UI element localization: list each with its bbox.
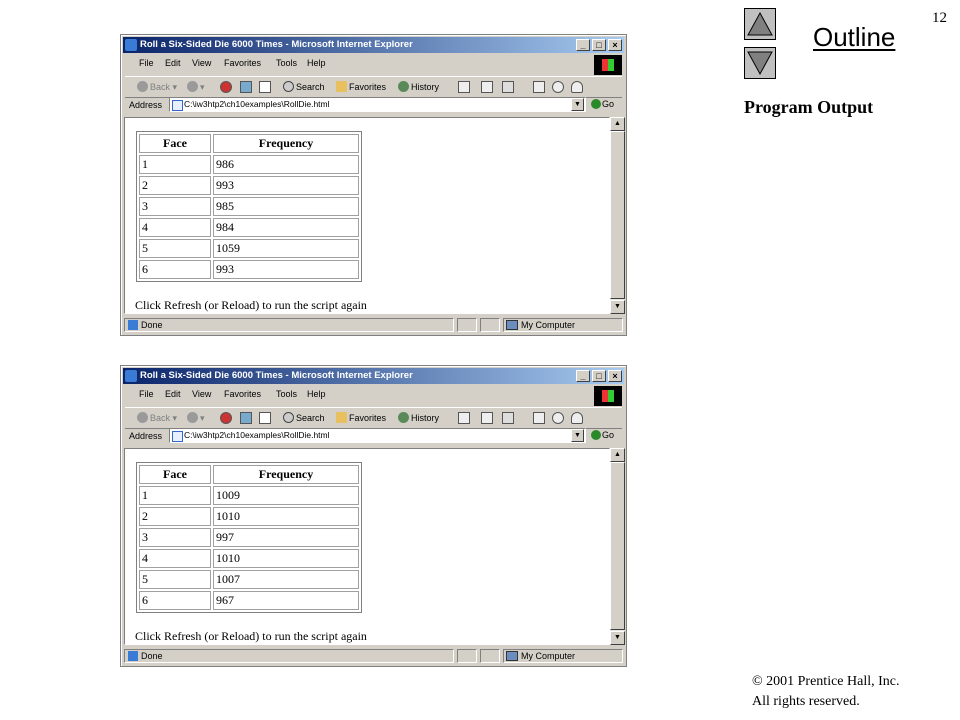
menu-bar — [125, 386, 622, 404]
back-button[interactable]: Back ▾ — [137, 81, 177, 93]
status-pane-3 — [480, 649, 500, 663]
status-zone: My Computer — [506, 320, 575, 330]
address-input[interactable] — [169, 97, 586, 112]
user-icon[interactable] — [571, 412, 583, 424]
triangle-up-icon — [745, 9, 775, 39]
go-arrow-icon — [591, 99, 601, 109]
home-icon[interactable] — [259, 412, 271, 424]
windows-logo-icon — [594, 55, 622, 75]
menu-view[interactable]: View — [192, 58, 212, 68]
frequency-cell: 967 — [213, 591, 359, 610]
refresh-message: Click Refresh (or Reload) to run the script again — [135, 298, 367, 312]
title-bar[interactable] — [123, 368, 624, 384]
page-done-icon — [128, 651, 138, 661]
menu-tools[interactable]: Tools — [276, 58, 298, 68]
history-icon — [398, 412, 409, 423]
status-done: Done — [128, 651, 163, 661]
messenger-icon[interactable] — [552, 412, 564, 424]
maximize-button[interactable]: □ — [592, 39, 606, 51]
menu-bar — [125, 55, 622, 73]
go-button[interactable]: Go — [591, 430, 614, 440]
my-computer-icon — [506, 651, 518, 661]
edit-word-icon[interactable] — [502, 81, 514, 93]
face-cell: 2 — [139, 176, 211, 195]
face-cell: 5 — [139, 570, 211, 589]
menu-file[interactable]: File — [139, 58, 154, 68]
address-value: C:\iw3htp2\ch10examples\RollDie.html — [184, 430, 330, 440]
forward-arrow-icon — [187, 412, 198, 423]
close-button[interactable]: × — [608, 370, 622, 382]
table-row — [139, 197, 359, 216]
menu-view[interactable]: View — [192, 389, 212, 399]
refresh-icon[interactable] — [240, 412, 252, 424]
address-label: Address — [129, 100, 163, 110]
frequency-cell: 1059 — [213, 239, 359, 258]
slide-number: 12 — [932, 10, 947, 26]
copyright-line-2: All rights reserved. — [752, 694, 860, 709]
face-cell: 4 — [139, 549, 211, 568]
face-header: Face — [139, 465, 211, 484]
toolbar — [125, 407, 622, 429]
address-bar — [125, 97, 622, 114]
discuss-icon[interactable] — [533, 81, 545, 93]
frequency-cell: 993 — [213, 176, 359, 195]
table-header-row — [139, 134, 359, 153]
frequency-cell: 997 — [213, 528, 359, 547]
forward-button[interactable]: ▾ — [187, 412, 205, 424]
status-pane-2 — [457, 649, 477, 663]
status-bar — [124, 649, 623, 664]
page-done-icon — [128, 320, 138, 330]
favorites-button[interactable]: Favorites — [336, 412, 386, 423]
frequency-table — [136, 131, 362, 282]
discuss-icon[interactable] — [533, 412, 545, 424]
face-cell: 1 — [139, 486, 211, 505]
favorites-folder-icon — [336, 412, 347, 423]
copyright-line-1: © 2001 Prentice Hall, Inc. — [752, 674, 900, 689]
scroll-down-button[interactable]: ▼ — [610, 300, 625, 314]
history-button[interactable]: History — [398, 81, 439, 92]
browser-window-2 — [120, 365, 627, 667]
frequency-header: Frequency — [213, 134, 359, 153]
scroll-up-button[interactable]: ▲ — [610, 117, 625, 131]
page-content — [124, 448, 610, 645]
frequency-header: Frequency — [213, 465, 359, 484]
edit-word-icon[interactable] — [502, 412, 514, 424]
page-icon — [172, 100, 183, 111]
title-bar[interactable] — [123, 37, 624, 53]
scroll-thumb[interactable] — [610, 131, 625, 299]
table-row — [139, 155, 359, 174]
forward-arrow-icon — [187, 81, 198, 92]
vertical-scrollbar[interactable] — [610, 448, 625, 645]
table-row — [139, 570, 359, 589]
outline-link[interactable]: Outline — [813, 22, 896, 52]
address-dropdown-button[interactable]: ▼ — [571, 429, 584, 442]
page-icon — [172, 431, 183, 442]
face-cell: 4 — [139, 218, 211, 237]
face-cell: 2 — [139, 507, 211, 526]
go-button[interactable]: Go — [591, 99, 614, 109]
face-cell: 5 — [139, 239, 211, 258]
menu-help[interactable]: Help — [307, 389, 326, 399]
scroll-thumb[interactable] — [610, 462, 625, 630]
messenger-icon[interactable] — [552, 81, 564, 93]
frequency-table — [136, 462, 362, 613]
window-title: Roll a Six-Sided Die 6000 Times - Microsoft Internet Explorer — [140, 370, 413, 381]
table-row — [139, 507, 359, 526]
table-row — [139, 176, 359, 195]
search-button[interactable]: Search — [283, 81, 325, 92]
frequency-cell: 993 — [213, 260, 359, 279]
favorites-folder-icon — [336, 81, 347, 92]
address-input[interactable] — [169, 428, 586, 443]
table-row — [139, 486, 359, 505]
triangle-down-icon — [745, 48, 775, 78]
copyright-notice — [752, 672, 900, 712]
status-pane-2 — [457, 318, 477, 332]
table-row — [139, 549, 359, 568]
refresh-icon[interactable] — [240, 81, 252, 93]
home-icon[interactable] — [259, 81, 271, 93]
my-computer-icon — [506, 320, 518, 330]
table-row — [139, 591, 359, 610]
go-arrow-icon — [591, 430, 601, 440]
face-cell: 3 — [139, 197, 211, 216]
frequency-cell: 1010 — [213, 507, 359, 526]
frequency-cell: 984 — [213, 218, 359, 237]
face-cell: 6 — [139, 260, 211, 279]
menu-tools[interactable]: Tools — [276, 389, 298, 399]
ie-page-icon — [125, 370, 137, 382]
mail-icon[interactable] — [458, 412, 470, 424]
menu-file[interactable]: File — [139, 389, 154, 399]
vertical-scrollbar[interactable] — [610, 117, 625, 314]
face-cell: 6 — [139, 591, 211, 610]
stop-icon[interactable] — [220, 81, 232, 93]
address-label: Address — [129, 431, 163, 441]
forward-button[interactable]: ▾ — [187, 81, 205, 93]
address-dropdown-button[interactable]: ▼ — [571, 98, 584, 111]
print-icon[interactable] — [481, 412, 493, 424]
status-done: Done — [128, 320, 163, 330]
frequency-cell: 1007 — [213, 570, 359, 589]
page-content — [124, 117, 610, 314]
search-icon — [283, 81, 294, 92]
history-button[interactable]: History — [398, 412, 439, 423]
status-pane-main — [124, 318, 454, 332]
frequency-cell: 986 — [213, 155, 359, 174]
refresh-message: Click Refresh (or Reload) to run the script again — [135, 629, 367, 643]
status-pane-main — [124, 649, 454, 663]
minimize-button[interactable]: _ — [576, 370, 590, 382]
menu-edit[interactable]: Edit — [165, 389, 181, 399]
print-icon[interactable] — [481, 81, 493, 93]
user-icon[interactable] — [571, 81, 583, 93]
table-row — [139, 260, 359, 279]
frequency-cell: 1009 — [213, 486, 359, 505]
mail-icon[interactable] — [458, 81, 470, 93]
search-button[interactable]: Search — [283, 412, 325, 423]
face-header: Face — [139, 134, 211, 153]
menu-edit[interactable]: Edit — [165, 58, 181, 68]
browser-window-1 — [120, 34, 627, 336]
ie-page-icon — [125, 39, 137, 51]
minimize-button[interactable]: _ — [576, 39, 590, 51]
table-row — [139, 239, 359, 258]
favorites-button[interactable]: Favorites — [336, 81, 386, 92]
menu-favorites[interactable]: Favorites — [224, 389, 262, 399]
back-arrow-icon — [137, 81, 148, 92]
status-bar — [124, 318, 623, 333]
previous-slide-button[interactable] — [744, 8, 776, 40]
address-value: C:\iw3htp2\ch10examples\RollDie.html — [184, 99, 330, 109]
menu-favorites[interactable]: Favorites — [224, 58, 262, 68]
next-slide-button[interactable] — [744, 47, 776, 79]
table-header-row — [139, 465, 359, 484]
status-zone: My Computer — [506, 651, 575, 661]
face-cell: 3 — [139, 528, 211, 547]
scroll-up-button[interactable]: ▲ — [610, 448, 625, 462]
window-title: Roll a Six-Sided Die 6000 Times - Microsoft Internet Explorer — [140, 39, 413, 50]
table-row — [139, 218, 359, 237]
frequency-cell: 1010 — [213, 549, 359, 568]
close-button[interactable]: × — [608, 39, 622, 51]
stop-icon[interactable] — [220, 412, 232, 424]
scroll-down-button[interactable]: ▼ — [610, 631, 625, 645]
table-row — [139, 528, 359, 547]
maximize-button[interactable]: □ — [592, 370, 606, 382]
menu-help[interactable]: Help — [307, 58, 326, 68]
status-pane-3 — [480, 318, 500, 332]
toolbar — [125, 76, 622, 98]
windows-logo-icon — [594, 386, 622, 406]
history-icon — [398, 81, 409, 92]
address-bar — [125, 428, 622, 445]
frequency-cell: 985 — [213, 197, 359, 216]
face-cell: 1 — [139, 155, 211, 174]
back-button[interactable]: Back ▾ — [137, 412, 177, 424]
search-icon — [283, 412, 294, 423]
program-output-heading: Program Output — [744, 97, 874, 117]
back-arrow-icon — [137, 412, 148, 423]
